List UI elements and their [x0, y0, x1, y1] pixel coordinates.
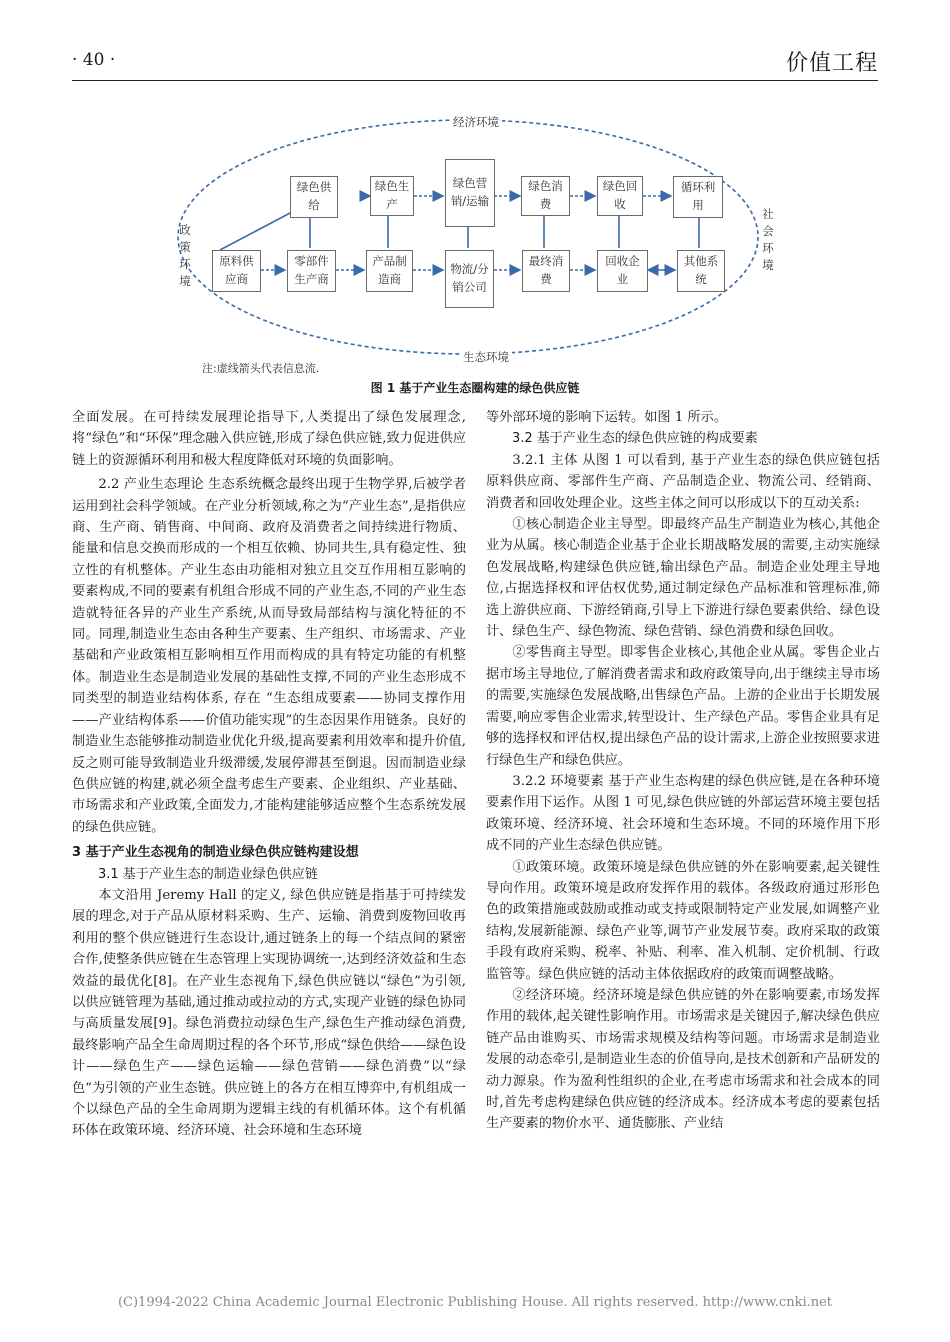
paragraph: ②经济环境。经济环境是绿色供应链的外在影响要素,市场发挥作用的载体,起关键性影响作用。市场需求是关键因子,解决绿色供应链产品由谁购买、市场需求规模及结构等问题。市场需求是制造业发展的动态牵引,是制造业生态的价值导向,是技术创新和产品研发的动力源泉。作为盈利性组织的企业,在考虑市场需求和社会成本的同时,首先考虑构建绿色供应链的经济成本。经济成本考虑的要素包括生产要素的物价水平、通货膨胀、产业结 [486, 987, 880, 1132]
box-green-production: 绿色生产 [370, 176, 414, 216]
box-raw-supplier: 原料供应商 [212, 250, 261, 292]
figure-diagram [160, 100, 790, 390]
paragraph: ①核心制造企业主导型。即最终产品生产制造业为核心,其他企业为从属。核心制造企业基于企业长期战略发展的需要,主动实施绿色发展战略,构建绿色供应链,输出绿色产品。制造企业处理主导地位,占据选择权和评估权优势,通过制定绿色产品标准和管理标准,筛选上游供应商、下游经销商,引导上下游进行绿色要素供给、绿色设计、绿色生产、绿色物流、绿色营销、绿色消费和绿色回收。 [486, 517, 880, 640]
box-green-recycling: 绿色回收 [597, 176, 643, 216]
journal-title: 价值工程 [785, 51, 878, 76]
figure-caption: 图 1 基于产业生态圈构建的绿色供应链 [370, 381, 580, 395]
label-policy-env: 政策环境 [179, 223, 191, 288]
label-social-env: 社会环境 [762, 207, 774, 272]
header-rule [72, 80, 878, 81]
section-heading-3: 3 基于产业生态视角的制造业绿色供应链构建设想 [72, 845, 359, 861]
paragraph: 等外部环境的影响下运转。如图 1 所示。 [486, 410, 727, 425]
box-green-supply: 绿色供给 [290, 176, 338, 218]
figure-1 [160, 100, 790, 390]
right-column [486, 407, 880, 1287]
paragraph: ①政策环境。政策环境是绿色供应链的外在影响要素,起关键性导向作用。政策环境是政府发挥作用的载体。各级政府通过形形色色的政策措施或鼓励或推动或支持或限制特定产业发展,如调整产业结构,发展新能源、绿色产业等,调节产业发展节奏。政府采取的政策手段有政府采购、税率、补贴、利率、准入机制、定价机制、行政监管等。绿色供应链的活动主体依据政府的政策而调整战略。 [486, 859, 880, 982]
box-logistics: 物流/分销公司 [445, 250, 494, 308]
box-green-marketing: 绿色营销/运输 [445, 159, 495, 227]
page-number: · 40 · [72, 50, 116, 70]
paragraph: ②零售商主导型。即零售企业核心,其他企业从属。零售企业占据市场主导地位,了解消费者需求和政府政策导向,出于继续主导市场的需要,实施绿色发展战略,出售绿色产品。上游的企业出于长期发展需要,响应零售企业需求,转型设计、生产绿色产品。零售企业具有足够的选择权和评估权,提出绿色产品的设计需求,上游企业按照要求进行绿色生产和绿色供应。 [486, 645, 880, 768]
paragraph: 全面发展。在可持续发展理论指导下,人类提出了绿色发展理念,将“绿色”和“环保”理念融入供应链,形成了绿色供应链,致力促进供应链上的资源循环利用和极大程度降低对环境的负面影响。 [72, 410, 466, 468]
box-green-consumption: 绿色消费 [521, 176, 570, 216]
label-ecological-env: 生态环境 [460, 349, 512, 365]
box-parts-producer: 零部件生产商 [287, 250, 336, 292]
box-recycling-firm: 回收企业 [597, 250, 648, 292]
box-final-consumption: 最终消费 [522, 250, 570, 292]
paragraph: 本文沿用 Jeremy Hall 的定义, 绿色供应链是指基于可持续发展的理念,对于产品从原材料采购、生产、运输、消费到废物回收再利用的整个供应链进行生态设计,通过链条上的每一个结点间的紧密合作,使整条供应链在生态管理上实现协调统一,达到经济效益和生态效益的最优化[8]。在产业生态视角下,绿色供应链以“绿色”为引领,以供应链管理为基础,通过推动或拉动的方式,实现产业链的绿色协同与高质量发展[9]。绿色消费拉动绿色生产,绿色生产推动绿色消费,最终影响产品全生命周期过程的各个环节,形成“绿色供给——绿色设计——绿色生产——绿色运输——绿色营销——绿色消费”以“绿色”为引领的产业生态链。供应链上的各方在相互博弈中,有机组成一个以绿色产品的全生命周期为逻辑主线的有机循环体。这个有机循环体在政策环境、经济环境、社会环境和生态环境 [72, 887, 466, 1139]
box-other-systems: 其他系统 [677, 250, 725, 292]
paragraph: 3.2.2 环境要素 基于产业生态构建的绿色供应链,是在各种环境要素作用下运作。从图 1 可见,绿色供应链的外部运营环境主要包括政策环境、经济环境、社会环境和生态环境。不同的环境作用下形成不同的产业生态绿色供应链。 [486, 773, 880, 854]
left-column [72, 407, 466, 1287]
paragraph: 3.2.1 主体 从图 1 可以看到, 基于产业生态的绿色供应链包括原料供应商、零部件生产商、产品制造企业、物流公司、经销商、消费者和回收处理企业。这些主体之间可以形成以下的互动关系: [486, 452, 880, 511]
paragraph: 2.2 产业生态理论 生态系统概念最终出现于生物学界,后被学者运用到社会科学领域。在产业分析领域,称之为“产业生态”,是指供应商、生产商、销售商、中间商、政府及消费者之间持续进行物质、能量和信息交换而形成的一个相互依赖、协同共生,具有稳定性、独立性的有机整体。产业生态由功能相对独立且交互作用相互影响的要素构成,不同的要素有机组合形成不同的产业生态,不同的产业生态造就特征各异的产业生产系统,从而导致局部结构与演化特征的不同。同理,制造业生态由各种生产要素、生产组织、市场需求、产业基础和产业政策相互影响相互作用而构成的具有特定功能的有机整体。制造业生态是制造业发展的基础性支撑,不同的产业生态形成不同类型的制造业结构体系, 存在 “生态组成要素——协同支撑作用——产业结构体系——价值功能实现”的生态因果作用链条。良好的制造业生态能够推动制造业优化升级,提高要素利用效率和提升价值,反之则可能导致制造业升级滞缓,发展停滞甚至倒退。因而制造业绿色供应链的构建,就必须全盘考虑生产要素、企业组织、产业基础、市场需求和产业政策,全面发力,才能构建能够适应整个生态系统发展的绿色供应链。 [72, 477, 466, 835]
box-recycled-use: 循环利用 [673, 176, 723, 218]
copyright-footer: (C)1994-2022 China Academic Journal Electronic Publishing House. All rights reserved. http://www.cnki.net [117, 1295, 833, 1310]
subsection-heading-3-1: 3.1 基于产业生态的制造业绿色供应链 [98, 866, 318, 882]
figure-note: 注:虚线箭头代表信息流. [202, 362, 320, 375]
label-economic-env: 经济环境 [450, 114, 502, 130]
box-manufacturer: 产品制造商 [366, 250, 413, 292]
subsection-heading-3-2: 3.2 基于产业生态的绿色供应链的构成要素 [512, 431, 758, 447]
